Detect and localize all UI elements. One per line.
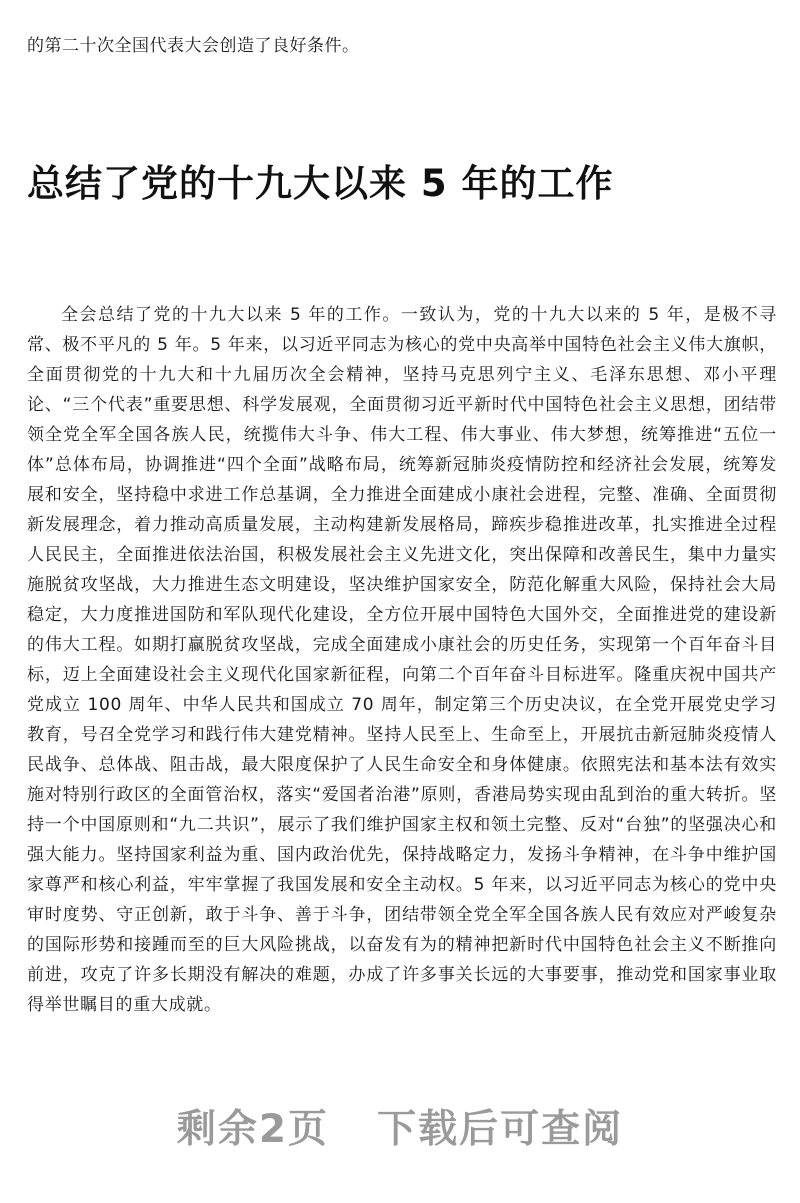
download-to-view-label[interactable]: 下载后可查阅 [377, 1107, 624, 1152]
continued-text-line: 的第二十次全国代表大会创造了良好条件。 [27, 36, 360, 56]
body-paragraph: 全会总结了党的十九大以来 5 年的工作。一致认为，党的十九大以来的 5 年，是极不寻常、极不平凡的 5 年。5 年来，以习近平同志为核心的党中央高举中国特色社会主义伟大旗帜，全面贯彻党的十九大和十九届历次全会精神，坚持马克思列宁主义、毛泽东思想、邓小平理论、“三个代表”重要思想、科学发展观，全面贯彻习近平新时代中国特色社会主义思想，团结带领全党全军全国各族人民，统揽伟大斗争、伟大工程、伟大事业、伟大梦想，统筹推进“五位一体”总体布局，协调推进“四个全面”战略布局，统筹新冠肺炎疫情防控和经济社会发展，统筹发展和安全，坚持稳中求进工作总基调，全力推进全面建成小康社会进程，完整、准确、全面贯彻新发展理念，着力推动高质量发展，主动构建新发展格局，蹄疾步稳推进改革，扎实推进全过程人民民主，全面推进依法治国，积极发展社会主义先进文化，突出保障和改善民生，集中力量实施脱贫攻坚战，大力推进生态文明建设，坚决维护国家安全，防范化解重大风险，保持社会大局稳定，大力度推进国防和军队现代化建设，全方位开展中国特色大国外交，全面推进党的建设新的伟大工程。如期打赢脱贫攻坚战，完成全面建成小康社会的历史任务，实现第一个百年奋斗目标，迈上全面建设社会主义现代化国家新征程，向第二个百年奋斗目标进军。隆重庆祝中国共产党成立 100 周年、中华人民共和国成立 70 周年，制定第三个历史决议，在全党开展党史学习教育，号召全党学习和践行伟大建党精神。坚持人民至上、生命至上，开展抗击新冠肺炎疫情人民战争、总体战、阻击战，最大限度保护了人民生命安全和身体健康。依照宪法和基本法有效实施对特别行政区的全面管治权，落实“爱国者治港”原则，香港局势实现由乱到治的重大转折。坚持一个中国原则和“九二共识”，展示了我们维护国家主权和领土完整、反对“台独”的坚强决心和强大能力。坚持国家利益为重、国内政治优先，保持战略定力，发扬斗争精神，在斗争中维护国家尊严和核心利益，牢牢掌握了我国发展和安全主动权。5 年来，以习近平同志为核心的党中央审时度势、守正创新，敢于斗争、善于斗争，团结带领全党全军全国各族人民有效应对严峻复杂的国际形势和接踵而至的巨大风险挑战，以奋发有为的精神把新时代中国特色社会主义不断推向前进，攻克了许多长期没有解决的难题，办成了许多事关长远的大事要事，推动党和国家事业取得举世瞩目的重大成就。 [27, 305, 777, 1015]
remaining-pages-label: 剩余2页 [176, 1107, 330, 1152]
download-prompt-bar[interactable] [0, 1098, 800, 1154]
section-heading: 总结了党的十九大以来 5 年的工作 [27, 162, 614, 205]
